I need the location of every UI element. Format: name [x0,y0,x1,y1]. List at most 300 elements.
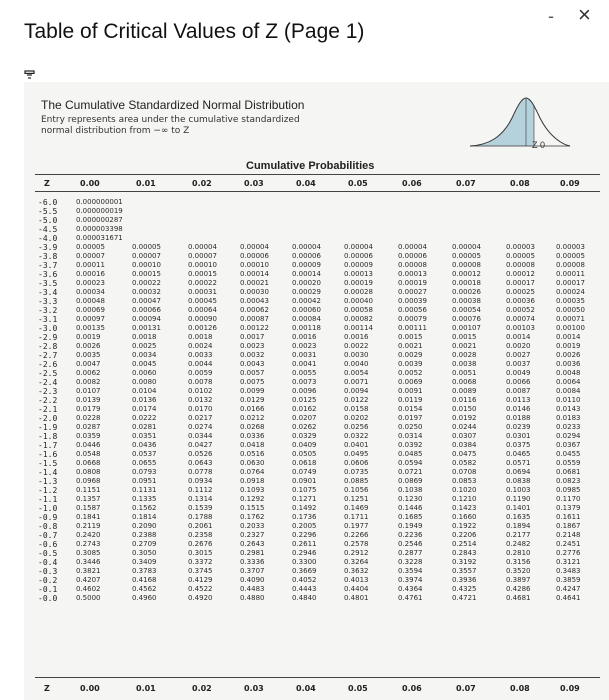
table-cell: 0.00100 [556,324,585,332]
column-footer: 0.02 [192,684,212,693]
table-cell: 0.4325 [452,585,477,593]
table-cell: 0.0032 [240,351,265,359]
z-value: -1.9 [38,423,58,432]
table-cell: 0.0023 [292,342,317,350]
table-cell: 0.0082 [76,378,101,386]
data-column [240,243,294,603]
z-value: -1.3 [38,477,58,486]
table-cell: 0.0102 [188,387,213,395]
table-cell: 0.00004 [188,243,217,251]
z-value: -5.0 [38,216,58,225]
table-cell: 0.0094 [344,387,369,395]
table-cell: 0.0838 [506,477,531,485]
table-cell: 0.0606 [344,459,369,467]
table-cell: 0.0301 [506,432,531,440]
table-cell: 0.2206 [452,531,477,539]
table-cell: 0.0031 [292,351,317,359]
z-value: -3.5 [38,279,58,288]
table-cell: 0.000000019 [76,207,123,215]
z-value: -1.6 [38,450,58,459]
table-cell: 0.3121 [556,558,581,566]
table-cell: 0.00050 [556,306,585,314]
table-cell: 0.1230 [398,495,423,503]
data-column [76,243,130,603]
table-cell: 0.00015 [188,270,217,278]
table-cell: 0.0016 [292,333,317,341]
data-column [398,243,452,603]
table-cell: 0.0034 [132,351,157,359]
table-cell: 0.0018 [188,333,213,341]
column-footer: 0.01 [136,684,156,693]
table-cell: 0.1922 [452,522,477,530]
table-cell: 0.00054 [452,306,481,314]
table-cell: 0.4681 [506,594,531,602]
table-cell: 0.00034 [76,288,105,296]
table-cell: 0.0016 [344,333,369,341]
column-footer: 0.04 [296,684,316,693]
table-cell: 0.0582 [452,459,477,467]
table-cell: 0.0262 [292,423,317,431]
column-header: 0.06 [402,179,422,188]
table-cell: 0.00107 [452,324,481,332]
z-value: -0.2 [38,576,58,585]
table-cell: 0.0099 [240,387,265,395]
column-header: 0.05 [348,179,368,188]
table-cell: 0.1685 [398,513,423,521]
z-value: -2.4 [38,378,58,387]
table-cell: 0.2946 [292,549,317,557]
data-column [292,243,346,603]
table-cell: 0.0170 [188,405,213,413]
table-cell: 0.0202 [344,414,369,422]
column-header: 0.08 [510,179,530,188]
table-cell: 0.0030 [344,351,369,359]
table-cell: 0.00008 [506,261,535,269]
table-cell: 0.0020 [506,342,531,350]
normal-curve-diagram [468,88,572,154]
table-cell: 0.2358 [188,531,213,539]
table-cell: 0.3859 [556,576,581,584]
table-cell: 0.4920 [188,594,213,602]
table-cell: 0.0307 [452,432,477,440]
table-cell: 0.00090 [188,315,217,323]
table-cell: 0.0039 [398,360,423,368]
table-cell: 0.1003 [506,486,531,494]
table-cell: 0.0051 [452,369,477,377]
table-cell: 0.00006 [240,252,269,260]
column-header: 0.03 [244,179,264,188]
table-cell: 0.2296 [292,531,317,539]
table-cell: 0.0116 [452,396,477,404]
data-column [344,243,398,603]
table-cell: 0.00126 [188,324,217,332]
z-value: -3.7 [38,261,58,270]
table-cell: 0.1271 [292,495,317,503]
table-cell: 0.4880 [240,594,265,602]
table-cell: 0.3745 [188,567,213,575]
z-value: -4.0 [38,234,58,243]
table-cell: 0.0015 [398,333,423,341]
z-value: -3.1 [38,315,58,324]
table-cell: 0.00062 [240,306,269,314]
table-cell: 0.0087 [506,387,531,395]
table-cell: 0.4443 [292,585,317,593]
table-cell: 0.3594 [398,567,423,575]
table-cell: 0.0681 [556,468,581,476]
z-column-footer: Z [44,684,50,693]
table-cell: 0.0668 [76,459,101,467]
table-cell: 0.0048 [556,369,581,377]
table-cell: 0.0045 [132,360,157,368]
table-cell: 0.0136 [132,396,157,404]
table-cell: 0.00006 [344,252,373,260]
z-value: -1.1 [38,495,58,504]
table-cell: 0.0951 [132,477,157,485]
table-cell: 0.0934 [188,477,213,485]
table-cell: 0.0043 [240,360,265,368]
table-cell: 0.0694 [506,468,531,476]
table-cell: 0.00017 [506,279,535,287]
table-cell: 0.0485 [398,450,423,458]
z-value: -0.3 [38,567,58,576]
table-cell: 0.2546 [398,540,423,548]
table-cell: 0.0618 [292,459,317,467]
table-cell: 0.0174 [132,405,157,413]
table-cell: 0.2709 [132,540,157,548]
table-cell: 0.1210 [452,495,477,503]
table-cell: 0.2420 [76,531,101,539]
minimize-button[interactable]: - [548,6,554,26]
z-value: -2.8 [38,342,58,351]
table-cell: 0.00122 [240,324,269,332]
table-cell: 0.0055 [292,369,317,377]
table-cell: 0.00005 [76,243,105,251]
table-cell: 0.0019 [76,333,101,341]
table-cell: 0.00058 [344,306,373,314]
column-footer: 0.05 [348,684,368,693]
column-header: 0.00 [80,179,100,188]
data-column [556,243,609,603]
table-cell: 0.0104 [132,387,157,395]
table-cell: 0.2611 [292,540,317,548]
table-cell: 0.00035 [556,297,585,305]
table-cell: 0.0017 [240,333,265,341]
table-cell: 0.1038 [398,486,423,494]
table-cell: 0.0018 [132,333,157,341]
table-cell: 0.0287 [76,423,101,431]
table-cell: 0.0446 [76,441,101,449]
table-cell: 0.0057 [240,369,265,377]
table-cell: 0.00103 [506,324,535,332]
z-value: -2.9 [38,333,58,342]
table-cell: 0.00014 [240,270,269,278]
table-cell: 0.1335 [132,495,157,503]
table-cell: 0.4404 [344,585,369,593]
table-cell: 0.3897 [506,576,531,584]
table-cell: 0.0119 [398,396,423,404]
table-cell: 0.4247 [556,585,581,593]
table-cell: 0.00087 [240,315,269,323]
table-cell: 0.00030 [240,288,269,296]
window-title: Table of Critical Values of Z (Page 1) [24,20,365,43]
table-cell: 0.00014 [292,270,321,278]
table-cell: 0.2061 [188,522,213,530]
table-cell: 0.1093 [240,486,265,494]
table-cell: 0.00021 [240,279,269,287]
table-cell: 0.00024 [556,288,585,296]
z-value: -1.5 [38,459,58,468]
table-cell: 0.1949 [398,522,423,530]
table-cell: 0.00010 [188,261,217,269]
description-line-2: normal distribution from −∞ to Z [41,126,190,136]
table-cell: 0.0028 [452,351,477,359]
table-cell: 0.00003 [506,243,535,251]
table-cell: 0.2578 [344,540,369,548]
table-cell: 0.0023 [240,342,265,350]
table-cell: 0.00012 [452,270,481,278]
table-cell: 0.3192 [452,558,477,566]
table-cell: 0.0047 [76,360,101,368]
table-cell: 0.0064 [556,378,581,386]
table-cell: 0.1515 [240,504,265,512]
table-cell: 0.0655 [132,459,157,467]
table-cell: 0.3783 [132,567,157,575]
table-cell: 0.0179 [76,405,101,413]
z-value: -2.7 [38,351,58,360]
table-heading: The Cumulative Standardized Normal Distribution [41,98,305,112]
z-value-column [38,198,62,603]
table-cell: 0.0749 [292,468,317,476]
table-cell: 0.1190 [506,495,531,503]
table-cell: 0.1562 [132,504,157,512]
table-cell: 0.00005 [556,252,585,260]
table-cell: 0.1446 [398,504,423,512]
table-cell: 0.0021 [398,342,423,350]
z-value: -2.3 [38,387,58,396]
table-cell: 0.2676 [188,540,213,548]
table-cell: 0.0036 [556,360,581,368]
table-cell: 0.0029 [398,351,423,359]
table-cell: 0.0025 [132,342,157,350]
table-cell: 0.0869 [398,477,423,485]
table-cell: 0.0495 [344,450,369,458]
table-cell: 0.0089 [452,387,477,395]
column-footer: 0.03 [244,684,264,693]
column-header: 0.01 [136,179,156,188]
table-cell: 0.0158 [344,405,369,413]
z-value: -2.0 [38,414,58,423]
table-cell: 0.1762 [240,513,265,521]
table-cell: 0.00020 [292,279,321,287]
table-cell: 0.0455 [556,450,581,458]
table-cell: 0.3228 [398,558,423,566]
z-value: -4.5 [38,225,58,234]
table-cell: 0.1131 [132,486,157,494]
table-cell: 0.4602 [76,585,101,593]
table-cell: 0.00040 [344,297,373,305]
z-value: -1.7 [38,441,58,450]
table-cell: 0.0217 [188,414,213,422]
table-cell: 0.0162 [292,405,317,413]
table-cell: 0.0146 [506,405,531,413]
table-cell: 0.2451 [556,540,581,548]
table-cell: 0.00135 [76,324,105,332]
table-cell: 0.00006 [398,252,427,260]
table-cell: 0.1977 [344,522,369,530]
table-description [41,115,300,137]
table-cell: 0.0336 [240,432,265,440]
table-cell: 0.4960 [132,594,157,602]
table-cell: 0.0019 [556,342,581,350]
table-cell: 0.00005 [506,252,535,260]
table-cell: 0.00011 [556,270,585,278]
table-cell: 0.0212 [240,414,265,422]
table-cell: 0.00017 [556,279,585,287]
table-cell: 0.0294 [556,432,581,440]
table-cell: 0.0526 [188,450,213,458]
table-cell: 0.1736 [292,513,317,521]
table-cell: 0.0192 [452,414,477,422]
table-cell: 0.0110 [556,396,581,404]
table-cell: 0.00079 [398,315,427,323]
table-cell: 0.0351 [132,432,157,440]
table-cell: 0.0384 [452,441,477,449]
table-cell: 0.3446 [76,558,101,566]
table-cell: 0.4168 [132,576,157,584]
table-cell: 0.1151 [76,486,101,494]
table-cell: 0.0329 [292,432,317,440]
table-cell: 0.00006 [292,252,321,260]
table-cell: 0.2090 [132,522,157,530]
table-cell: 0.0183 [556,414,581,422]
z-value: -0.6 [38,540,58,549]
table-cell: 0.0054 [344,369,369,377]
table-cell: 0.0035 [76,351,101,359]
table-cell: 0.0401 [344,441,369,449]
table-cell: 0.000003398 [76,225,123,233]
z-value: -3.0 [38,324,58,333]
table-cell: 0.00009 [292,261,321,269]
table-cell: 0.00019 [344,279,373,287]
table-cell: 0.4364 [398,585,423,593]
table-cell: 0.2482 [506,540,531,548]
table-cell: 0.0080 [132,378,157,386]
table-cell: 0.5000 [76,594,101,602]
header-rule-bottom [35,191,600,192]
table-cell: 0.00048 [76,297,105,305]
table-cell: 0.00005 [452,252,481,260]
table-cell: 0.1711 [344,513,369,521]
table-cell: 0.3557 [452,567,477,575]
table-cell: 0.0721 [398,468,423,476]
table-cell: 0.3821 [76,567,101,575]
table-cell: 0.0059 [188,369,213,377]
table-cell: 0.0505 [292,450,317,458]
z-value: -2.2 [38,396,58,405]
table-cell: 0.1170 [556,495,581,503]
table-cell: 0.0188 [506,414,531,422]
table-cell: 0.00003 [556,243,585,251]
table-cell: 0.0256 [344,423,369,431]
table-cell: 0.0197 [398,414,423,422]
table-cell: 0.00019 [398,279,427,287]
table-cell: 0.3483 [556,567,581,575]
close-button[interactable]: × [578,2,591,27]
curve-zero-label: 0 [540,140,546,150]
table-cell: 0.4483 [240,585,265,593]
table-cell: 0.2177 [506,531,531,539]
table-cell: 0.0793 [132,468,157,476]
table-cell: 0.4522 [188,585,213,593]
table-cell: 0.3974 [398,576,423,584]
table-cell: 0.0228 [76,414,101,422]
table-cell: 0.3707 [240,567,265,575]
document-icon[interactable] [24,70,36,80]
table-cell: 0.0091 [398,387,423,395]
z-value: -0.9 [38,513,58,522]
table-cell: 0.4013 [344,576,369,584]
table-cell: 0.4207 [76,576,101,584]
table-cell: 0.0084 [556,387,581,395]
table-cell: 0.0375 [506,441,531,449]
table-cell: 0.0113 [506,396,531,404]
table-cell: 0.4721 [452,594,477,602]
table-cell: 0.3300 [292,558,317,566]
table-cell: 0.0024 [188,342,213,350]
table-cell: 0.4641 [556,594,581,602]
table-cell: 0.0021 [452,342,477,350]
table-cell: 0.0033 [188,351,213,359]
table-cell: 0.0409 [292,441,317,449]
table-cell: 0.00038 [452,297,481,305]
table-cell: 0.2005 [292,522,317,530]
table-cell: 0.0166 [240,405,265,413]
table-cell: 0.0630 [240,459,265,467]
table-cell: 0.0548 [76,450,101,458]
table-cell: 0.0073 [292,378,317,386]
table-cell: 0.0281 [132,423,157,431]
table-cell: 0.1423 [452,504,477,512]
table-cell: 0.1660 [452,513,477,521]
table-cell: 0.0049 [506,369,531,377]
table-cell: 0.3372 [188,558,213,566]
table-cell: 0.0150 [452,405,477,413]
table-cell: 0.0038 [452,360,477,368]
table-cell: 0.0465 [506,450,531,458]
table-cell: 0.1379 [556,504,581,512]
table-cell: 0.1539 [188,504,213,512]
table-cell: 0.00056 [398,306,427,314]
table-cell: 0.00008 [556,261,585,269]
column-footer: 0.09 [560,684,580,693]
table-cell: 0.0014 [506,333,531,341]
table-cell: 0.3050 [132,549,157,557]
z-value: -2.6 [38,360,58,369]
header-rule-top [35,174,600,175]
curve-z-label: Z [532,140,538,150]
table-cell: 0.00022 [132,279,161,287]
table-cell: 0.4129 [188,576,213,584]
table-cell: 0.0096 [292,387,317,395]
table-cell: 0.00013 [344,270,373,278]
table-cell: 0.0594 [398,459,423,467]
table-cell: 0.00018 [452,279,481,287]
table-cell: 0.3336 [240,558,265,566]
table-cell: 0.1314 [188,495,213,503]
table-cell: 0.4052 [292,576,317,584]
data-column [506,243,560,603]
table-cell: 0.0901 [292,477,317,485]
